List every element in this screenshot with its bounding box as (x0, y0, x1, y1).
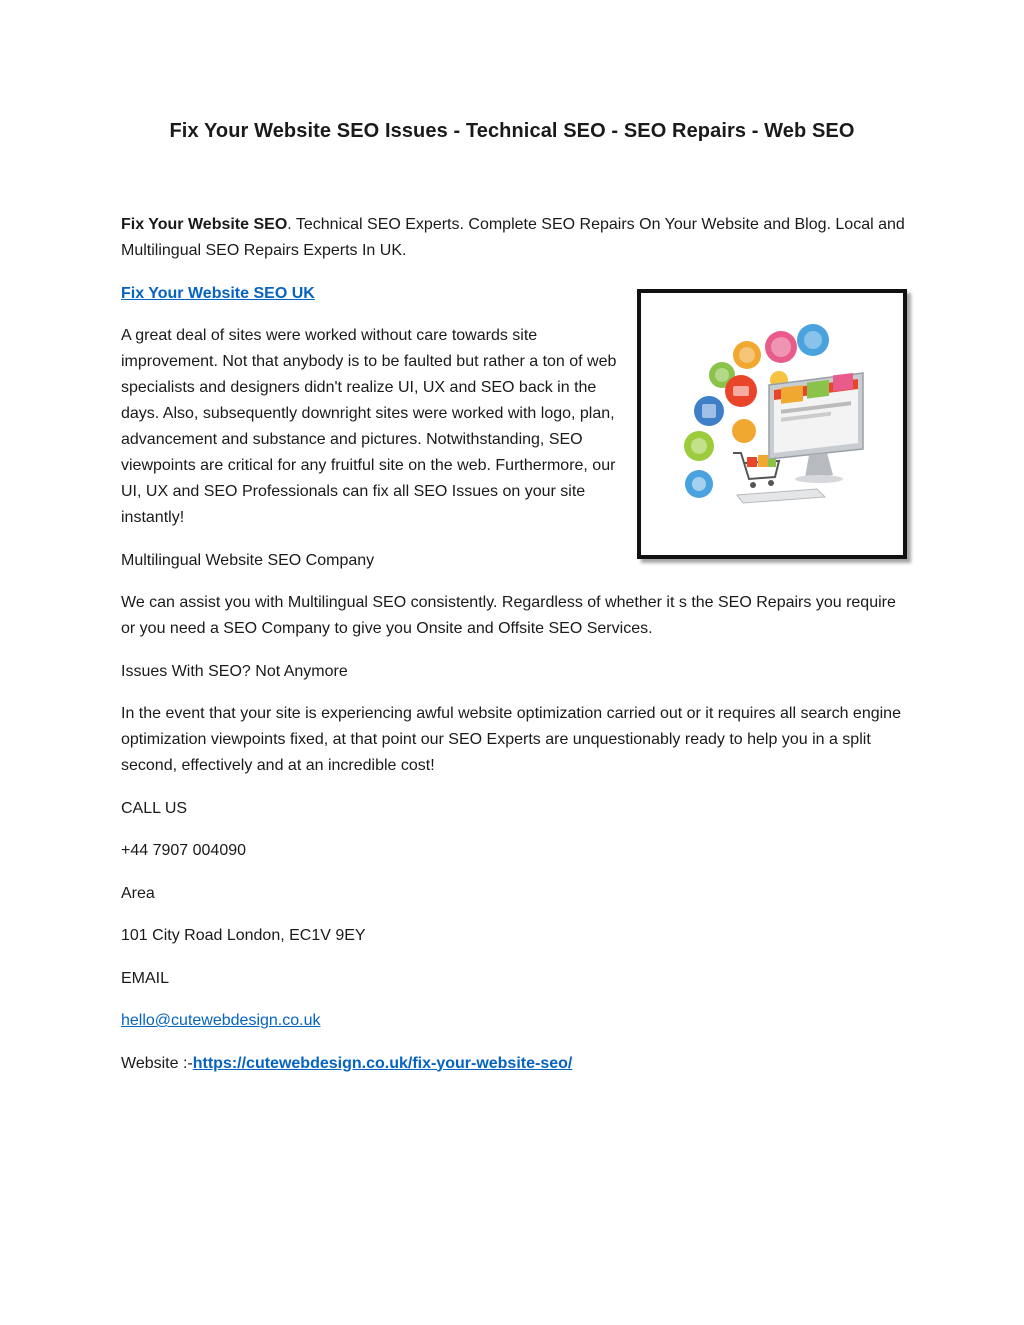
keyboard-icon (737, 489, 825, 503)
intro-bold-lead: Fix Your Website SEO (121, 216, 288, 233)
website-label: Website :- (121, 1054, 193, 1072)
issues-heading: Issues With SEO? Not Anymore (121, 662, 348, 680)
email-label: EMAIL (121, 969, 170, 987)
call-label: CALL US (121, 799, 188, 817)
phone-number: +44 7907 004090 (121, 842, 247, 859)
email-link-paragraph (121, 1008, 911, 1034)
seo-illustration-frame (637, 289, 907, 559)
website-line (121, 1051, 911, 1077)
circle-icon-amber (732, 419, 756, 443)
seo-illustration (641, 293, 903, 555)
multilingual-heading: Multilingual Website SEO Company (121, 551, 375, 569)
website-link[interactable]: https://cutewebdesign.co.uk/fix-your-website-seo/ (192, 1054, 573, 1072)
document-title: Fix Your Website SEO Issues - Technical SEO - SEO Repairs - Web SEO (169, 120, 855, 142)
multilingual-paragraph: We can assist you with Multilingual SEO consistently. Regardless of whether it s the SEO Repairs you require or you need a SEO Company to give you Onsite and Offsite SEO Services. (121, 594, 896, 637)
monitor-icon (769, 373, 863, 483)
fix-seo-uk-link[interactable]: Fix Your Website SEO UK (121, 284, 315, 302)
address-text: 101 City Road London, EC1V 9EY (121, 927, 366, 944)
intro-paragraph (121, 212, 911, 264)
issues-paragraph: In the event that your site is experiencing awful website optimization carried out or it requires all search engine optimization viewpoints fixed, at that point our SEO Experts are unquestionably ready to help you in a split second, effectively and at an incredible cost! (121, 705, 901, 774)
sites-paragraph: A great deal of sites were worked without care towards site improvement. Not that anybody is to be faulted but rather a ton of web specialists and designers didn't realize UI, UX and SEO back in the days. Also, subsequently downright sites were worked with logo, plan, advancement and substance and pictures. Notwithstanding, SEO viewpoints are critical for any fruitful site on the web. Furthermore, our UI, UX and SEO Professionals can fix all SEO Issues on your site instantly! (121, 327, 617, 526)
email-link[interactable]: hello@cutewebdesign.co.uk (121, 1012, 321, 1029)
area-label: Area (121, 884, 155, 902)
intro-text: . Technical SEO Experts. Complete SEO Repairs On Your Website and Blog. Local and Multilingual SEO Repairs Experts In UK. (121, 216, 905, 259)
